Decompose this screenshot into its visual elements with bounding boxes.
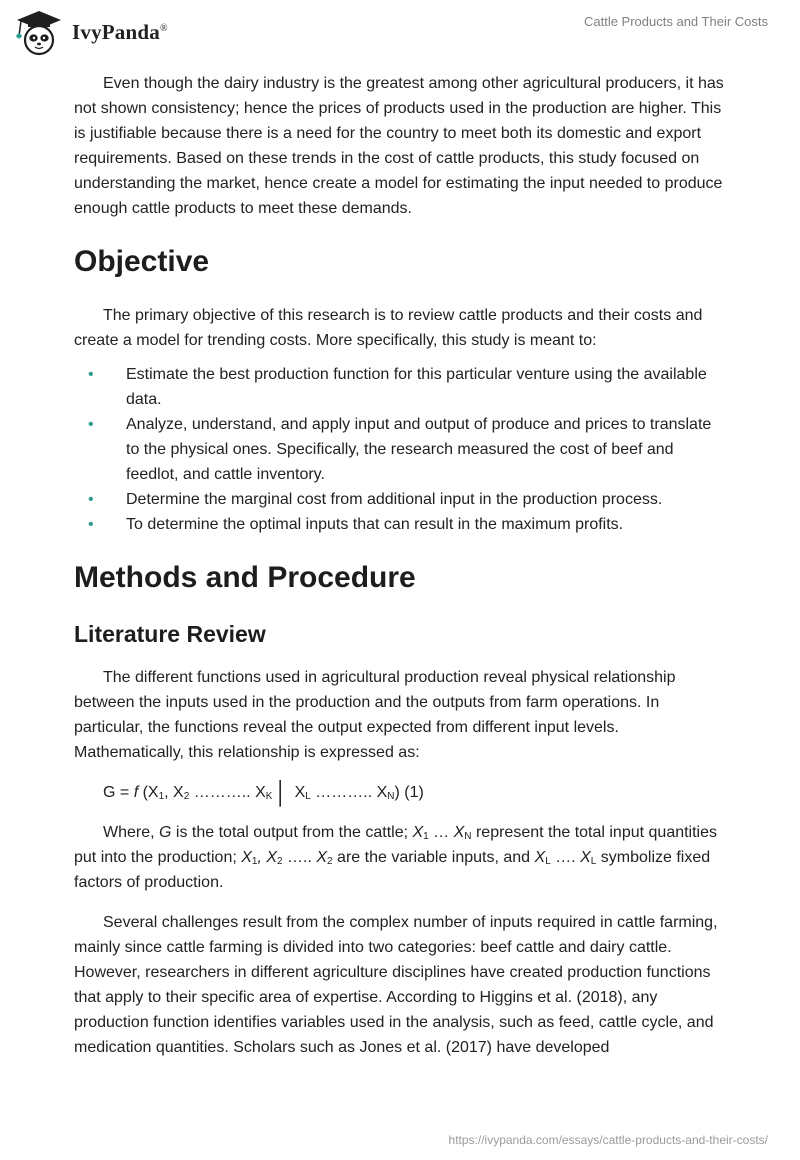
brand-logo[interactable] (14, 7, 168, 57)
intro-paragraph: Even though the dairy industry is the greatest among other agricultural producers, it has not shown consistency; hence the prices of products used in the production are higher. This is justifiable because there is a need for the country to meet both its domestic and export requirements. Based on these trends in the cost of cattle products, this study focused on understanding the market, hence create a model for estimating the input needed to produce enough cattle products to meet these demands. (74, 75, 724, 217)
production-function-formula: G = f ($X_1$, $X_2$ ……….. $X_K│$ $X_L$ ……….. $X_N$) (1) (103, 780, 424, 805)
bullet-icon: • (88, 416, 94, 433)
literature-paragraph: The different functions used in agricultural production reveal physical relationship between the inputs used in the production and the outputs from farm operations. In particular, the functions reveal the output expected from different input levels. Mathematically, this relationship is expressed as: (74, 669, 676, 761)
challenges-paragraph: Several challenges result from the complex number of inputs required in cattle farming, mainly since cattle farming is divided into two categories: beef cattle and dairy cattle. However, researchers in different agriculture disciplines have created production functions that apply to their specific area of expertise. According to Higgins et al. (2018), any production function identifies variables used in the analysis, such as feed, cattle cycle, and medication quantities. Scholars such as Jones et al. (2017) have developed (74, 914, 718, 1056)
bullet-icon: • (88, 516, 94, 533)
list-item: • Estimate the best production function for this particular venture using the available data. (74, 362, 729, 412)
objective-heading: Objective (74, 245, 210, 278)
essay-body (74, 71, 729, 1075)
bullet-icon: • (88, 491, 94, 508)
objective-paragraph: The primary objective of this research is to review cattle products and their costs and create a model for trending costs. More specifically, this study is meant to: (74, 307, 703, 349)
brand-name: IvyPanda® (72, 19, 168, 44)
objective-list (74, 362, 729, 537)
list-item: • To determine the optimal inputs that can result in the maximum profits. (74, 512, 729, 537)
source-url[interactable]: https://ivypanda.com/essays/cattle-products-and-their-costs/ (448, 1133, 768, 1147)
where-paragraph: Where, G is the total output from the cattle; $X_1$ … $X_N$ represent the total input quantities put into the production; $X_1$, $X_2$ ….. $X_2$ are the variable inputs, and $X_L$ …. $X_L$ symbolize fixed factors of production. (74, 824, 718, 891)
page-header (0, 0, 800, 64)
panda-graduate-icon (14, 8, 64, 56)
list-item: • Analyze, understand, and apply input and output of produce and prices to translate to the physical ones. Specifically, the research measured the cost of beef and feedlot, and cattle inventory. (74, 412, 729, 487)
methods-heading: Methods and Procedure (74, 561, 416, 594)
literature-review-heading: Literature Review (74, 621, 266, 647)
document-title: Cattle Products and Their Costs (583, 14, 768, 29)
list-item: • Determine the marginal cost from additional input in the production process. (74, 487, 729, 512)
bullet-icon: • (88, 366, 94, 383)
